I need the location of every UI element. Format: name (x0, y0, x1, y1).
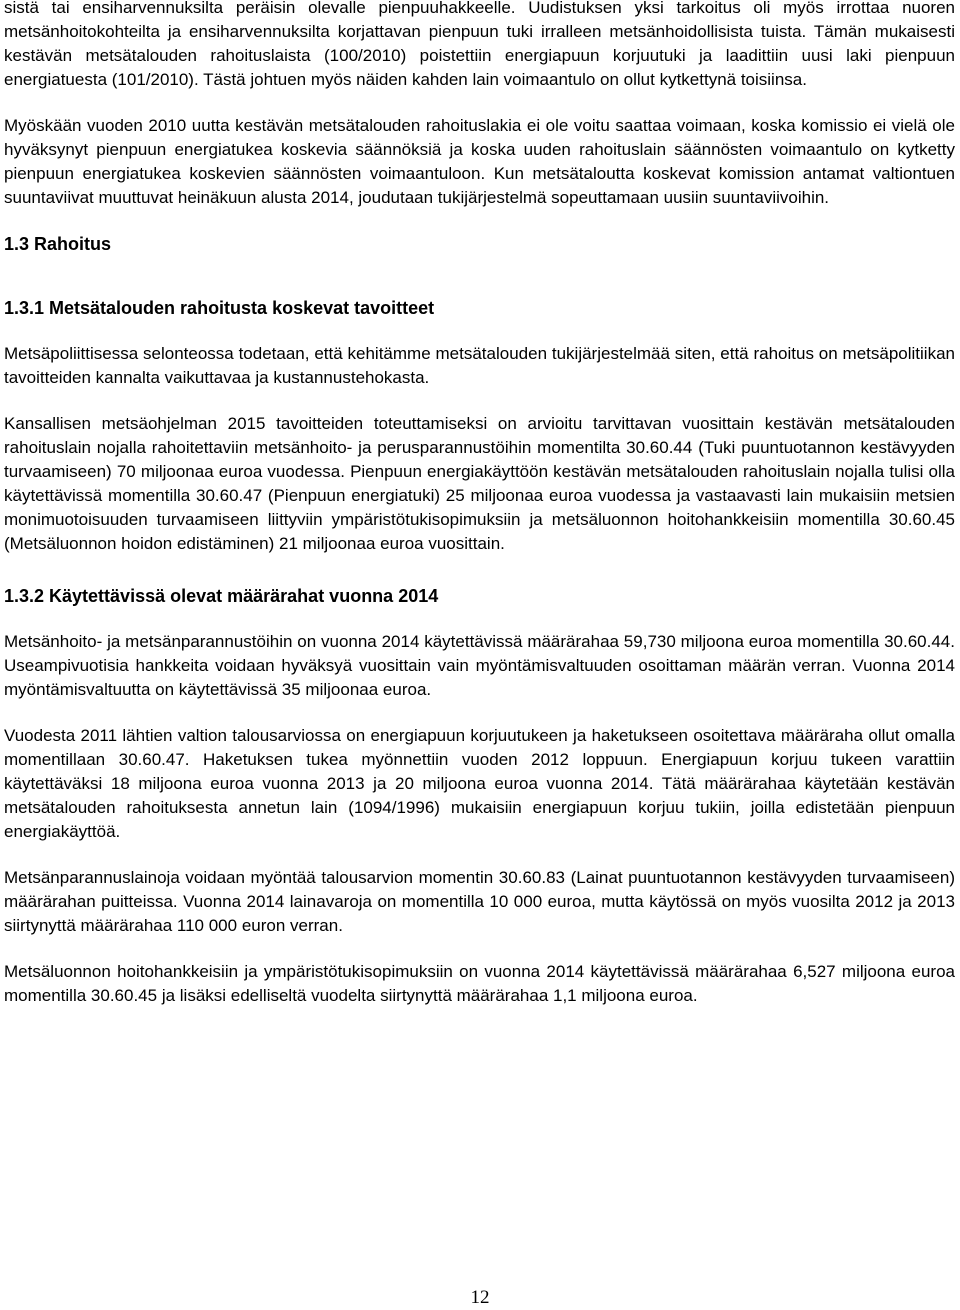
paragraph-national-forest-programme: Kansallisen metsäohjelman 2015 tavoitteiden toteuttamiseksi on arvioitu tarvittavan vuosittain kestävän metsätalouden rahoituslain nojalla rahoitettaviin metsänhoito- ja perusparannustöihin momentilta 30.60.44 (Tuki puuntuotannon kestävyyden turvaamiseen) 70 miljoonaa euroa vuodessa. Pienpuun energiakäyttöön kestävän metsätalouden rahoituslain nojalla tulisi olla käytettävissä momentilla 30.60.47 (Pienpuun energiatuki) 25 miljoonaa euroa vuodessa ja vastaavasti lain mukaisiin metsien monimuotoisuuden turvaamiseen liittyviin ympäristötukisopimuksiin ja metsäluonnon hoitohankkeisiin momentilla 30.60.45 (Metsäluonnon hoidon edistäminen) 21 miljoonaa euroa vuosittain. (4, 414, 955, 553)
paragraph-policy-report: Metsäpoliittisessa selonteossa todetaan, että kehitämme metsätalouden tukijärjestelmää siten, että rahoitus on metsäpolitiikan tavoitteiden kannalta vaikuttavaa ja kustannustehokasta. (4, 344, 955, 387)
subsection-heading-appropriations: 1.3.2 Käytettävissä olevat määrärahat vuonna 2014 (4, 586, 439, 606)
paragraph-nature-management: Metsäluonnon hoitohankkeisiin ja ympäristötukisopimuksiin on vuonna 2014 käytettävissä määrärahaa 6,527 miljoona euroa momentilla 30.60.45 ja lisäksi edelliseltä vuodelta siirtynyttä määrärahaa 1,1 miljoona euroa. (4, 962, 955, 1005)
page-number: 12 (470, 1287, 490, 1308)
paragraph-improvement-loans: Metsänparannuslainoja voidaan myöntää talousarvion momentin 30.60.83 (Lainat puuntuotannon kestävyyden turvaamiseen) määrärahan puitteissa. Vuonna 2014 lainavaroja on momentilla 10 000 euroa, mutta käytössä on myös vuosilta 2012 ja 2013 siirtynyttä määrärahaa 110 000 euron verran. (4, 868, 955, 935)
paragraph-financing-law-status: Myöskään vuoden 2010 uutta kestävän metsätalouden rahoituslakia ei ole voitu saattaa voimaan, koska komissio ei vielä ole hyväksynyt pienpuun energiatukea koskevia säännöksiä ja koska uuden rahoituslain säännösten voimaantulo on kytketty pienpuun energiatukea koskevien säännösten voimaantuloon. Kun metsätaloutta koskevat komission antamat valtiontuen suuntaviivat muuttuvat heinäkuun alusta 2014, joudutaan tukijärjestelmä sopeuttamaan uusiin suuntaviivoihin. (4, 116, 955, 207)
paragraph-silviculture-appropriation: Metsänhoito- ja metsänparannustöihin on vuonna 2014 käytettävissä määrärahaa 59,730 miljoona euroa momentilla 30.60.44. Useampivuotisia hankkeita voidaan hyväksyä vuosittain vain myöntämisvaltuuden osoittaman määrän verran. Vuonna 2014 myöntämisvaltuutta on käytettävissä 35 miljoonaa euroa. (4, 632, 955, 699)
paragraph-energy-wood-appropriation: Vuodesta 2011 lähtien valtion talousarviossa on energiapuun korjuutukeen ja haketukseen osoitettava määräraha ollut omalla momentillaan 30.60.47. Haketuksen tukea myönnettiin vuoden 2012 loppuun. Energiapuun korjuu tukeen varattiin käytettäväksi 18 miljoona euroa vuonna 2013 ja 20 miljoona euroa vuonna 2014. Tätä määrärahaa käytetään kestävän metsätalouden rahoituksesta annetun lain (1094/1996) mukaisiin energiapuun korjuu tukiin, joilla edistetään pienpuun energiakäyttöä. (4, 726, 955, 841)
document-body (4, 0, 955, 1030)
section-heading-financing: 1.3 Rahoitus (4, 234, 112, 254)
paragraph-energy-support-reform: sistä tai ensiharvennuksilta peräisin olevalle pienpuuhakkeelle. Uudistuksen yksi tarkoitus oli myös irrottaa nuoren metsänhoitokohteilta ja ensiharvennuksilta korjattavan pienpuun tuki irralleen metsänhoidollisista tuista. Tämän mukaisesti kestävän metsätalouden rahoituslaista (100/2010) poistettiin energiapuun korjuutuki ja laadittiin uusi laki pienpuun energiatuesta (101/2010). Tästä johtuen myös näiden kahden lain voimaantulo on ollut kytkettynä toisiinsa. (4, 0, 955, 89)
subsection-heading-objectives: 1.3.1 Metsätalouden rahoitusta koskevat tavoitteet (4, 298, 435, 318)
